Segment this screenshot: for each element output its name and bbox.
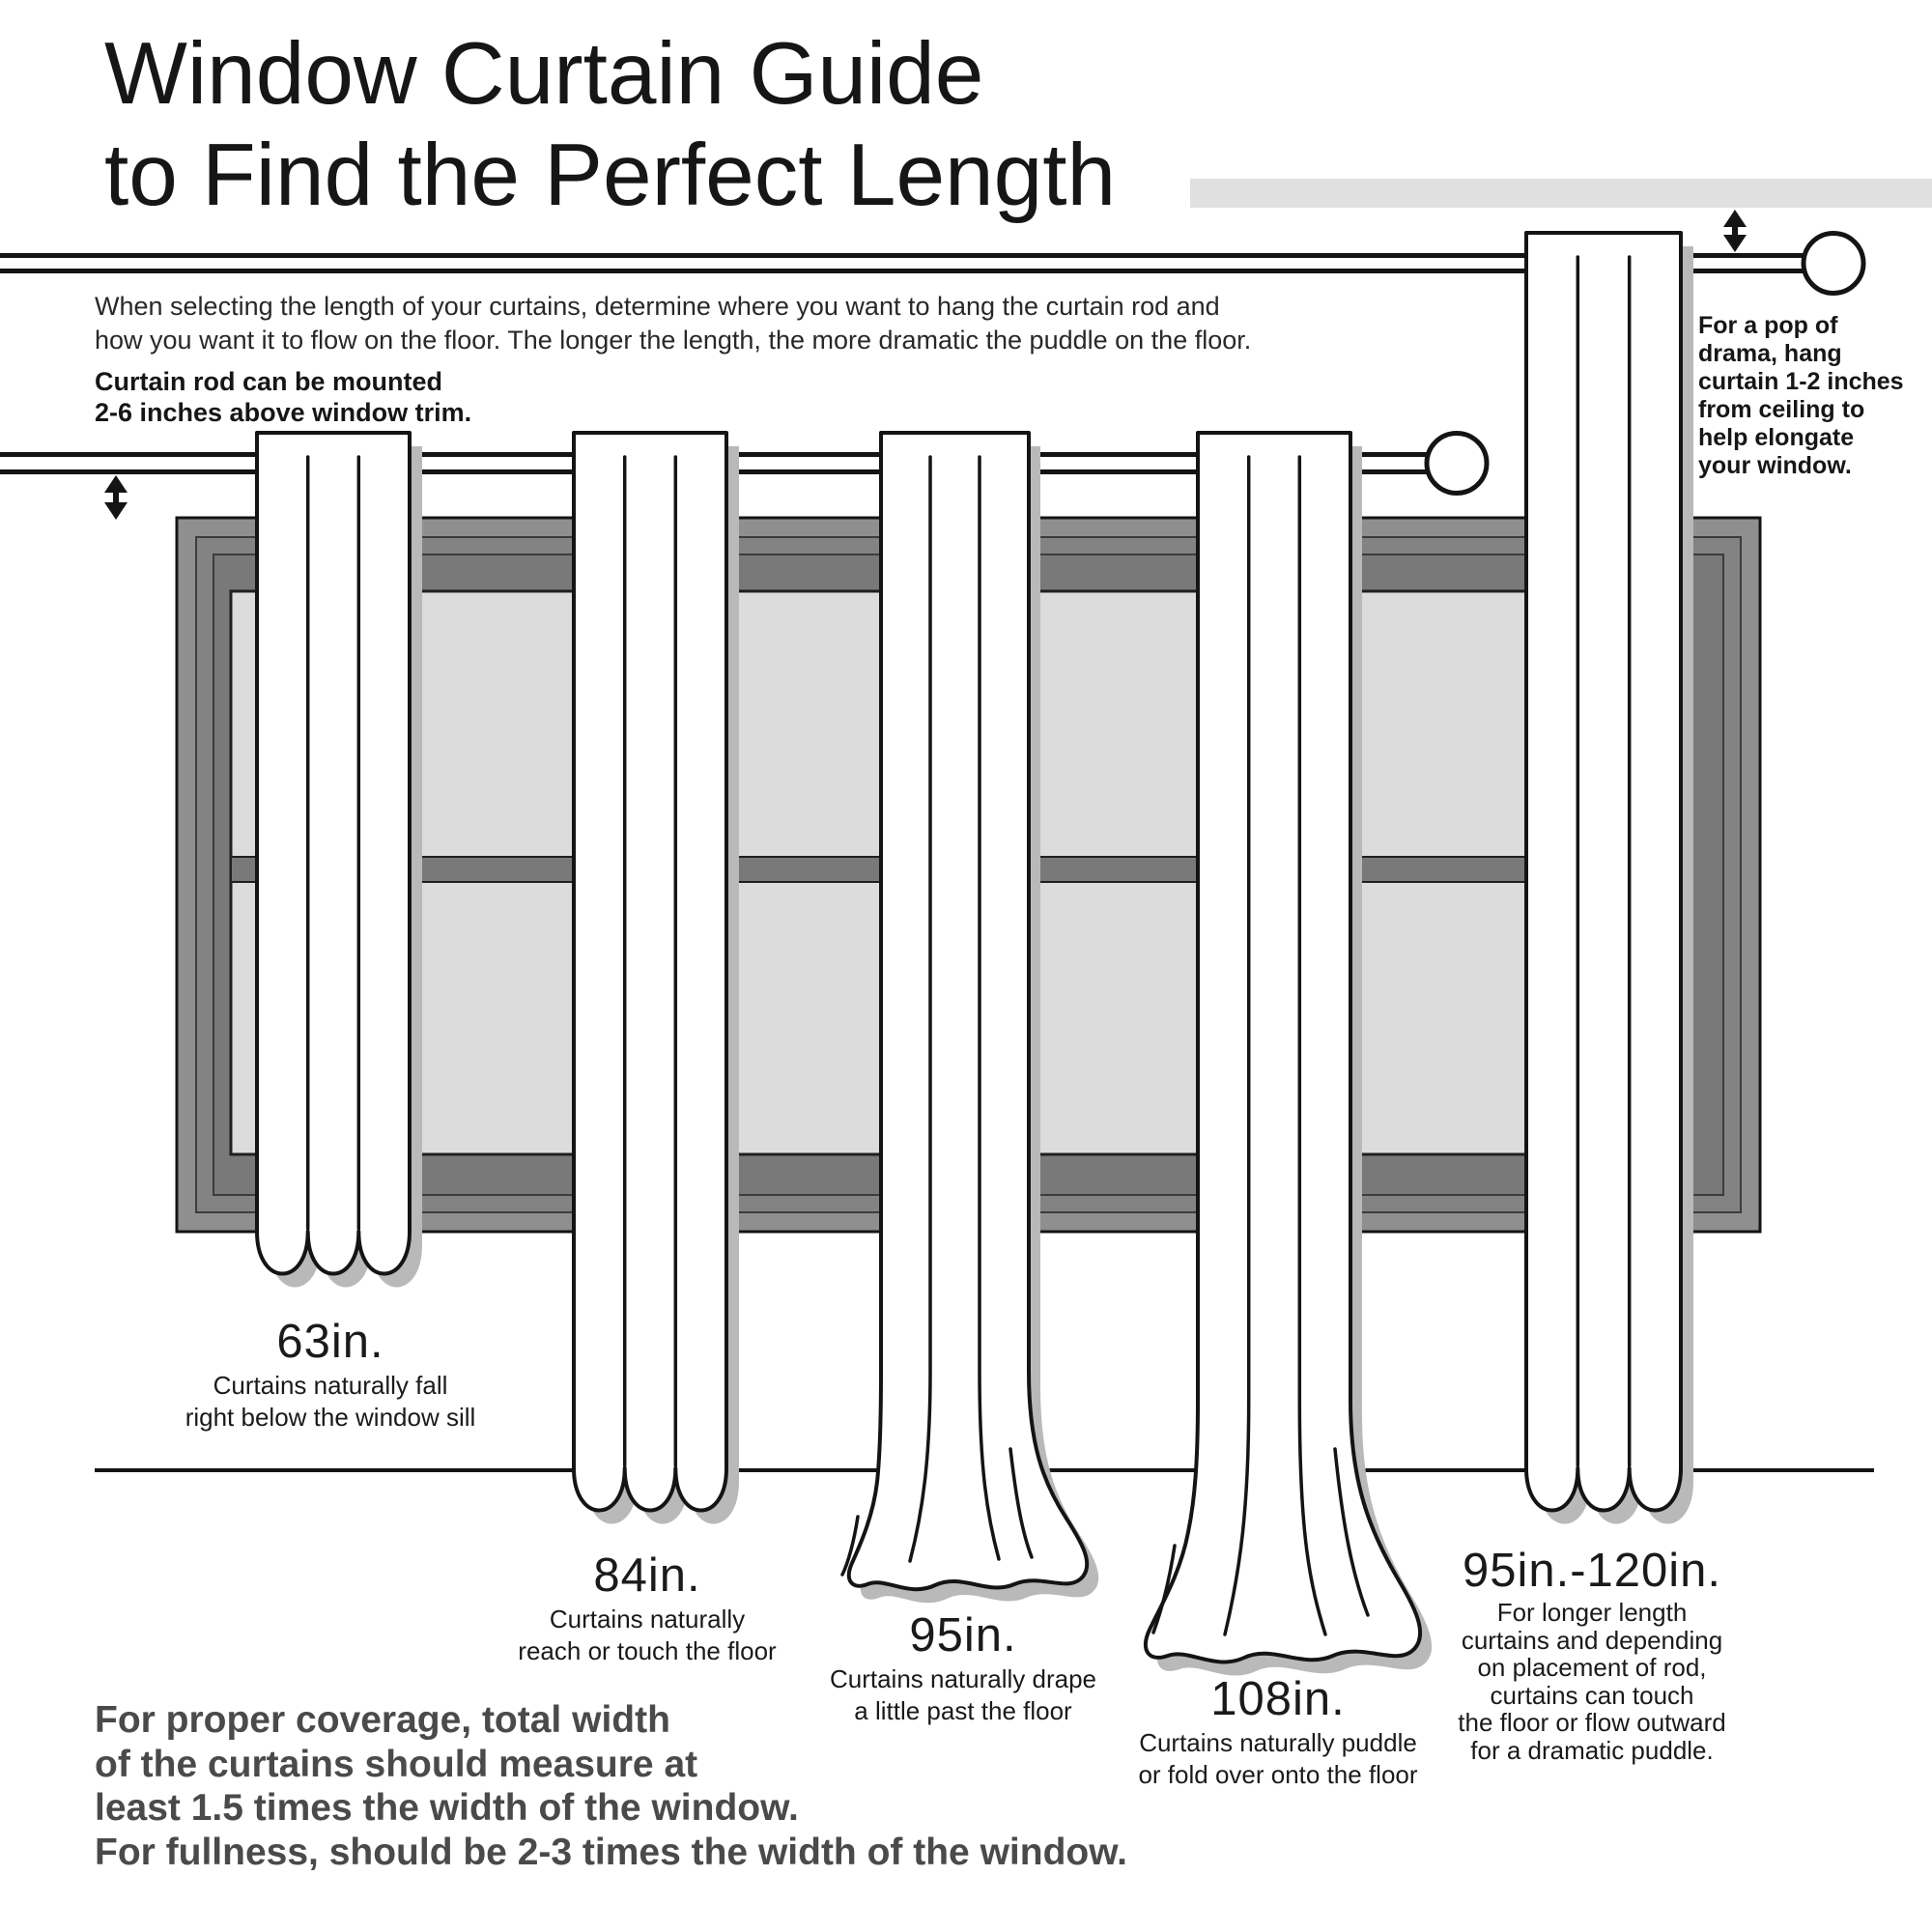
curtain-95-120in bbox=[1526, 233, 1693, 1524]
intro-line: how you want it to flow on the floor. The longer the length, the more dramatic the puddle on the floor. bbox=[95, 326, 1252, 355]
ceiling-note-line: drama, hang bbox=[1698, 340, 1842, 367]
ceiling-note-line: curtain 1-2 inches bbox=[1698, 368, 1904, 395]
coverage-note bbox=[95, 1698, 1127, 1874]
coverage-note-line: For fullness, should be 2-3 times the width of the window. bbox=[95, 1831, 1127, 1873]
curtain-panel bbox=[257, 433, 410, 1274]
ceiling-note-line: your window. bbox=[1698, 452, 1852, 479]
caption-63in bbox=[185, 1316, 476, 1434]
title-line1: Window Curtain Guide bbox=[104, 25, 984, 123]
length-description: Curtains naturally fall right below the window sill bbox=[185, 1371, 476, 1432]
curtain-63in bbox=[257, 433, 422, 1288]
title-line2: to Find the Perfect Length bbox=[104, 127, 1117, 224]
mount-height-arrow-icon bbox=[104, 475, 128, 520]
length-description: For longer length curtains and depending on placement of rod, curtains can touch the floor or flow outward for a dramatic puddle. bbox=[1458, 1598, 1726, 1765]
rod-mount-note bbox=[95, 366, 471, 428]
length-description: Curtains naturally puddle or fold over onto the floor bbox=[1138, 1728, 1418, 1789]
ceiling-note-line: For a pop of bbox=[1698, 312, 1838, 339]
length-description: Curtains naturally drape a little past the floor bbox=[829, 1664, 1097, 1725]
length-label: 95in. bbox=[909, 1609, 1017, 1662]
rod-note-line: 2-6 inches above window trim. bbox=[95, 398, 472, 427]
ceiling-gap-arrow-icon bbox=[1723, 210, 1747, 252]
intro-paragraph bbox=[95, 290, 1251, 357]
ceiling-hang-note bbox=[1698, 312, 1932, 480]
caption-95-120in bbox=[1458, 1545, 1725, 1764]
curtain-panel bbox=[574, 433, 726, 1511]
curtain-84in bbox=[574, 433, 739, 1524]
rod-finial-icon bbox=[1804, 234, 1863, 294]
coverage-note-line: of the curtains should measure at bbox=[95, 1743, 698, 1785]
length-label: 63in. bbox=[276, 1316, 384, 1368]
curtain-panel bbox=[1526, 233, 1681, 1511]
coverage-note-line: least 1.5 times the width of the window. bbox=[95, 1787, 799, 1829]
length-label: 84in. bbox=[593, 1549, 701, 1602]
caption-108in bbox=[1138, 1673, 1417, 1791]
rod-note-line: Curtain rod can be mounted bbox=[95, 367, 443, 396]
intro-line: When selecting the length of your curtains, determine where you want to hang the curtain rod and bbox=[95, 292, 1220, 321]
ceiling-note-line: help elongate bbox=[1698, 424, 1855, 451]
length-label: 95in.-120in. bbox=[1462, 1545, 1722, 1597]
length-label: 108in. bbox=[1210, 1673, 1346, 1725]
page-title bbox=[104, 23, 1116, 226]
caption-84in bbox=[518, 1549, 776, 1667]
length-description: Curtains naturally reach or touch the floor bbox=[518, 1605, 777, 1665]
rod-finial-icon bbox=[1427, 434, 1487, 494]
ceiling-note-line: from ceiling to bbox=[1698, 396, 1865, 423]
coverage-note-line: For proper coverage, total width bbox=[95, 1699, 670, 1741]
